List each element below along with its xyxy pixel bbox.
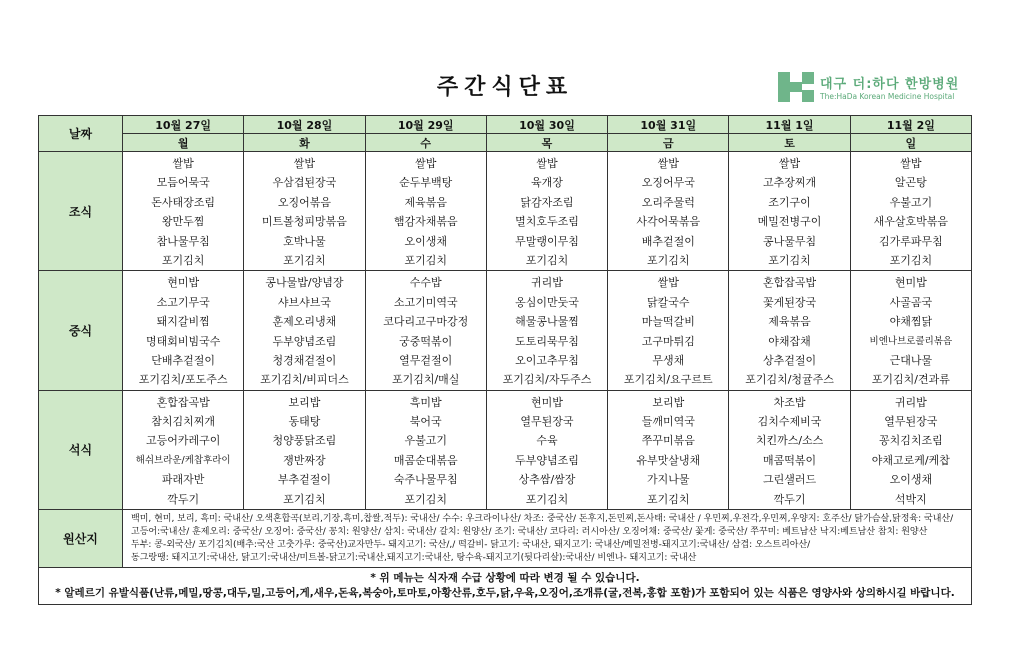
menu-item: 야채고로케/케찹 [871,453,950,467]
menu-item: 쌀밥 [900,157,922,170]
menu-cell [244,271,365,390]
menu-item: 해쉬브라운/케찹후라이 [135,454,231,466]
menu-item: 포기김치 [768,253,811,267]
menu-item: 숙주나물무침 [393,473,458,487]
meal-label-lunch: 중식 [39,271,123,390]
menu-item: 참치김치찌개 [151,415,216,429]
menu-item: 소고기무국 [156,295,210,309]
menu-item: 콩나물밥/양념장 [265,276,344,290]
date-cell: 10월 31일 [608,116,729,134]
menu-item: 근대나물 [889,353,933,367]
menu-item: 왕만두찜 [161,215,205,229]
menu-item: 석박지 [894,492,927,506]
menu-item: 배추겉절이 [641,234,695,248]
menu-item: 야채잡채 [768,334,811,348]
menu-item: 제육볶음 [768,315,811,329]
date-cell: 11월 2일 [850,116,971,134]
menu-item: 비엔나브로콜리볶음 [869,335,953,347]
menu-item: 쌀밥 [657,157,679,170]
date-cell: 10월 28일 [244,116,365,134]
date-cell: 10월 27일 [123,116,244,134]
menu-item: 돈사태장조림 [151,195,216,209]
menu-item: 청양풍닭조림 [272,434,337,448]
menu-cell [850,390,971,509]
menu-item: 포기김치 [647,492,690,506]
menu-item: 파래자반 [161,473,205,487]
logo-korean-name: 대구 더:하다 한방병원 [820,77,960,92]
menu-item: 포기김치 [647,253,690,267]
menu-item: 포기김치/청귤주스 [745,373,834,387]
weekday-cell: 목 [486,134,607,152]
menu-item: 쭈꾸미볶음 [641,434,695,448]
menu-item: 포기김치 [889,253,933,267]
menu-item: 명태회비빔국수 [145,334,221,348]
weekday-cell: 일 [850,134,971,152]
weekday-cell: 수 [365,134,486,152]
menu-cell [244,152,365,271]
menu-item: 호박나물 [283,234,326,248]
menu-item: 현미밥 [167,276,200,290]
weekday-cell: 토 [729,134,850,152]
menu-item: 쌀밥 [172,157,194,170]
hospital-logo [778,72,959,102]
menu-item: 보리밥 [652,395,685,409]
menu-item: 메밀전병구이 [757,215,822,229]
menu-item: 알곤탕 [894,176,927,190]
menu-item: 모듬어묵국 [156,176,210,190]
menu-item: 코다리고구마강정 [383,315,469,329]
origin-label: 원산지 [39,510,123,568]
menu-cell [486,390,607,509]
menu-item: 사골곰국 [889,295,933,309]
menu-cell [850,271,971,390]
date-cell: 10월 30일 [486,116,607,134]
menu-item: 무생채 [652,353,685,367]
menu-item: 궁중떡볶이 [399,334,453,348]
menu-cell [729,152,850,271]
menu-item: 귀리밥 [531,276,563,290]
notice-line: * 위 메뉴는 식자재 수급 상황에 따라 변경 될 수 있습니다. [370,572,640,585]
menu-item: 순두부백탕 [399,176,453,190]
menu-item: 포기김치 [525,492,569,506]
menu-item: 보리밥 [288,395,321,409]
menu-item: 우불고기 [404,434,447,448]
menu-item: 꽃게된장국 [762,295,817,309]
menu-item: 들깨미역국 [641,415,695,429]
menu-item: 샤브샤브국 [277,295,331,309]
menu-item: 단배추겉절이 [151,353,216,367]
menu-item: 현미밥 [894,276,927,290]
menu-item: 가지나물 [647,473,690,487]
notice-line: * 알레르기 유발식품(난류,메밀,땅콩,대두,밀,고등어,게,새우,돈육,복숭아,토마토,아황산류,호두,닭,우육,오징어,조개류(굴,전복,홍합 포함)가 포함되어 있는 식품은 영양사와 상의하시길 바랍니다. [55,587,955,600]
menu-cell [729,271,850,390]
menu-item: 매콤순대볶음 [393,453,458,467]
menu-item: 청경채겉절이 [272,353,337,367]
menu-item: 포기김치 [525,253,569,267]
notice-box [39,568,972,605]
menu-item: 수수밥 [409,276,442,290]
menu-item: 상추쌈/쌈장 [518,473,576,487]
menu-item: 도토리묵무침 [515,334,579,348]
menu-item: 오이생채 [404,234,447,248]
origin-line: 고등어:국내산/ 훈제오리: 중국산/ 오징어: 중국산/ 꽁치: 원양산/ 삼치: 국내산/ 갈치: 원양산/ 조기: 국내산/ 코다리: 러시아산/ 오징어채: 중국산/ 꽃게: 중국산/ 쭈꾸미: 베트남산 낙지:베트남산 참치: 원양산 [131,526,928,537]
menu-item: 김치수제비국 [757,415,822,429]
menu-item: 해물콩나물찜 [515,315,579,329]
menu-item: 깍두기 [773,492,806,506]
menu-item: 포기김치/요구르트 [623,373,713,387]
cross-logo-icon [778,72,814,102]
menu-item: 오이생채 [889,473,933,487]
weekday-cell: 월 [123,134,244,152]
menu-item: 고추장찌개 [762,176,817,190]
menu-item: 쌀밥 [415,157,437,170]
menu-cell [244,390,365,509]
menu-item: 훈제오리냉채 [272,315,337,329]
menu-item: 포기김치 [404,492,447,506]
menu-item: 김가루파무침 [878,234,943,248]
menu-cell [123,152,244,271]
menu-item: 야채찜닭 [889,315,933,329]
menu-item: 매콤떡볶이 [762,453,817,467]
menu-item: 두부양념조림 [272,334,337,348]
menu-item: 무말랭이무침 [515,234,579,248]
menu-item: 혼합잡곡밥 [156,395,210,409]
menu-item: 고구마튀김 [641,334,695,348]
menu-item: 오징어무국 [641,176,695,190]
menu-item: 열무된장국 [520,415,574,429]
menu-item: 포기김치/포도주스 [138,373,228,387]
menu-item: 우삼겹된장국 [272,176,337,190]
menu-item: 닭감자조림 [520,195,574,209]
menu-item: 쟁반짜장 [283,453,326,467]
menu-cell [365,271,486,390]
weekday-cell: 금 [608,134,729,152]
origin-line: 두부: 콩-외국산/ 포기김치(배추:국산 고춧가루: 중국산)교자만두- 돼지고기: 국산/,/ 떡갈비- 닭고기: 국내산, 돼지고기: 국내산/메밀전병-돼지고기:국내산/ 삼겹: 오스트리아산/ [131,539,811,550]
menu-item: 쌀밥 [778,157,801,170]
menu-item: 혼합잡곡밥 [762,276,817,290]
menu-item: 멸치호두조림 [515,215,579,229]
menu-item: 미트볼청피망볶음 [261,215,347,229]
menu-item: 꽁치김치조림 [878,434,943,448]
meal-label-dinner: 석식 [39,390,123,509]
menu-item: 치킨까스/소스 [755,434,824,448]
menu-item: 차조밥 [773,395,806,409]
menu-item: 쌀밥 [536,157,558,170]
menu-cell [608,271,729,390]
menu-item: 옹심이만둣국 [515,295,579,309]
menu-cell [365,152,486,271]
menu-item: 오리주물럭 [641,195,695,209]
origin-info [123,510,972,568]
menu-item: 포기김치 [283,492,326,506]
menu-item: 조기구이 [768,195,811,209]
menu-item: 동태탕 [288,415,321,429]
menu-item: 참나물무침 [156,234,210,248]
menu-item: 소고기미역국 [393,295,458,309]
menu-item: 포기김치 [404,253,447,267]
origin-line: 동그랑땡: 돼지고기:국내산, 닭고기:국내산/미트볼-닭고기:국내산,돼지고기:국내산, 탕수육-돼지고기(뒷다리살):국내산/ 비엔나- 돼지고기: 국내산 [131,552,697,563]
menu-item: 사각어묵볶음 [636,215,701,229]
menu-item: 돼지갈비찜 [156,315,210,329]
menu-item: 닭칼국수 [647,295,690,309]
menu-item: 그린샐러드 [762,473,817,487]
menu-item: 새우살호박볶음 [873,215,949,229]
menu-cell [608,390,729,509]
menu-item: 깍두기 [167,492,200,506]
menu-item: 유부맛살냉채 [636,453,701,467]
menu-item: 포기김치/비피더스 [260,373,349,387]
date-cell: 10월 29일 [365,116,486,134]
menu-item: 열무된장국 [884,415,938,429]
menu-item: 고등어카레구이 [145,434,221,448]
menu-item: 포기김치/자두주스 [502,373,592,387]
menu-item: 포기김치/매실 [391,373,460,387]
origin-line: 백미, 현미, 보리, 흑미: 국내산/ 오색혼합곡(보리,기장,흑미,찹쌀,적두): 국내산/ 수수: 우크라이나산/ 차조: 중국산/ 돈후지,돈민찌,돈사태: 국내산 / 우민찌,우전각,우민찌,우양지: 호주산/ 닭가슴살,닭정육: 국내산/ [131,513,954,524]
menu-item: 오이고추무침 [515,353,579,367]
menu-item: 우불고기 [889,195,933,209]
menu-item: 상추겉절이 [762,353,817,367]
menu-item: 포기김치 [161,253,205,267]
menu-cell [123,390,244,509]
weekday-cell: 화 [244,134,365,152]
menu-item: 두부양념조림 [515,453,579,467]
date-cell: 11월 1일 [729,116,850,134]
menu-item: 열무겉절이 [399,353,453,367]
menu-item: 북어국 [409,415,442,429]
menu-item: 육개장 [531,176,563,190]
menu-cell [365,390,486,509]
menu-item: 부추겉절이 [277,473,331,487]
menu-cell [850,152,971,271]
menu-cell [486,152,607,271]
menu-item: 오징어볶음 [277,195,331,209]
menu-item: 수육 [536,434,558,448]
logo-english-name: The:HaDa Korean Medicine Hospital [820,92,955,101]
menu-item: 제육볶음 [404,195,447,209]
page-title: 주간식단표 [436,75,574,100]
menu-cell [729,390,850,509]
menu-item: 귀리밥 [894,395,927,409]
menu-table [38,115,972,605]
meal-label-breakfast: 조식 [39,152,123,271]
menu-item: 햄감자채볶음 [393,215,458,229]
menu-item: 포기김치 [283,253,326,267]
menu-item: 마늘떡갈비 [641,315,695,329]
menu-item: 현미밥 [531,395,563,409]
menu-cell [486,271,607,390]
menu-cell [123,271,244,390]
menu-item: 포기김치/견과류 [871,373,950,387]
menu-item: 쌀밥 [657,276,679,290]
menu-cell [608,152,729,271]
menu-item: 콩나물무침 [762,234,817,248]
date-label: 날짜 [39,116,123,152]
menu-item: 쌀밥 [293,157,316,170]
menu-item: 흑미밥 [409,395,442,409]
